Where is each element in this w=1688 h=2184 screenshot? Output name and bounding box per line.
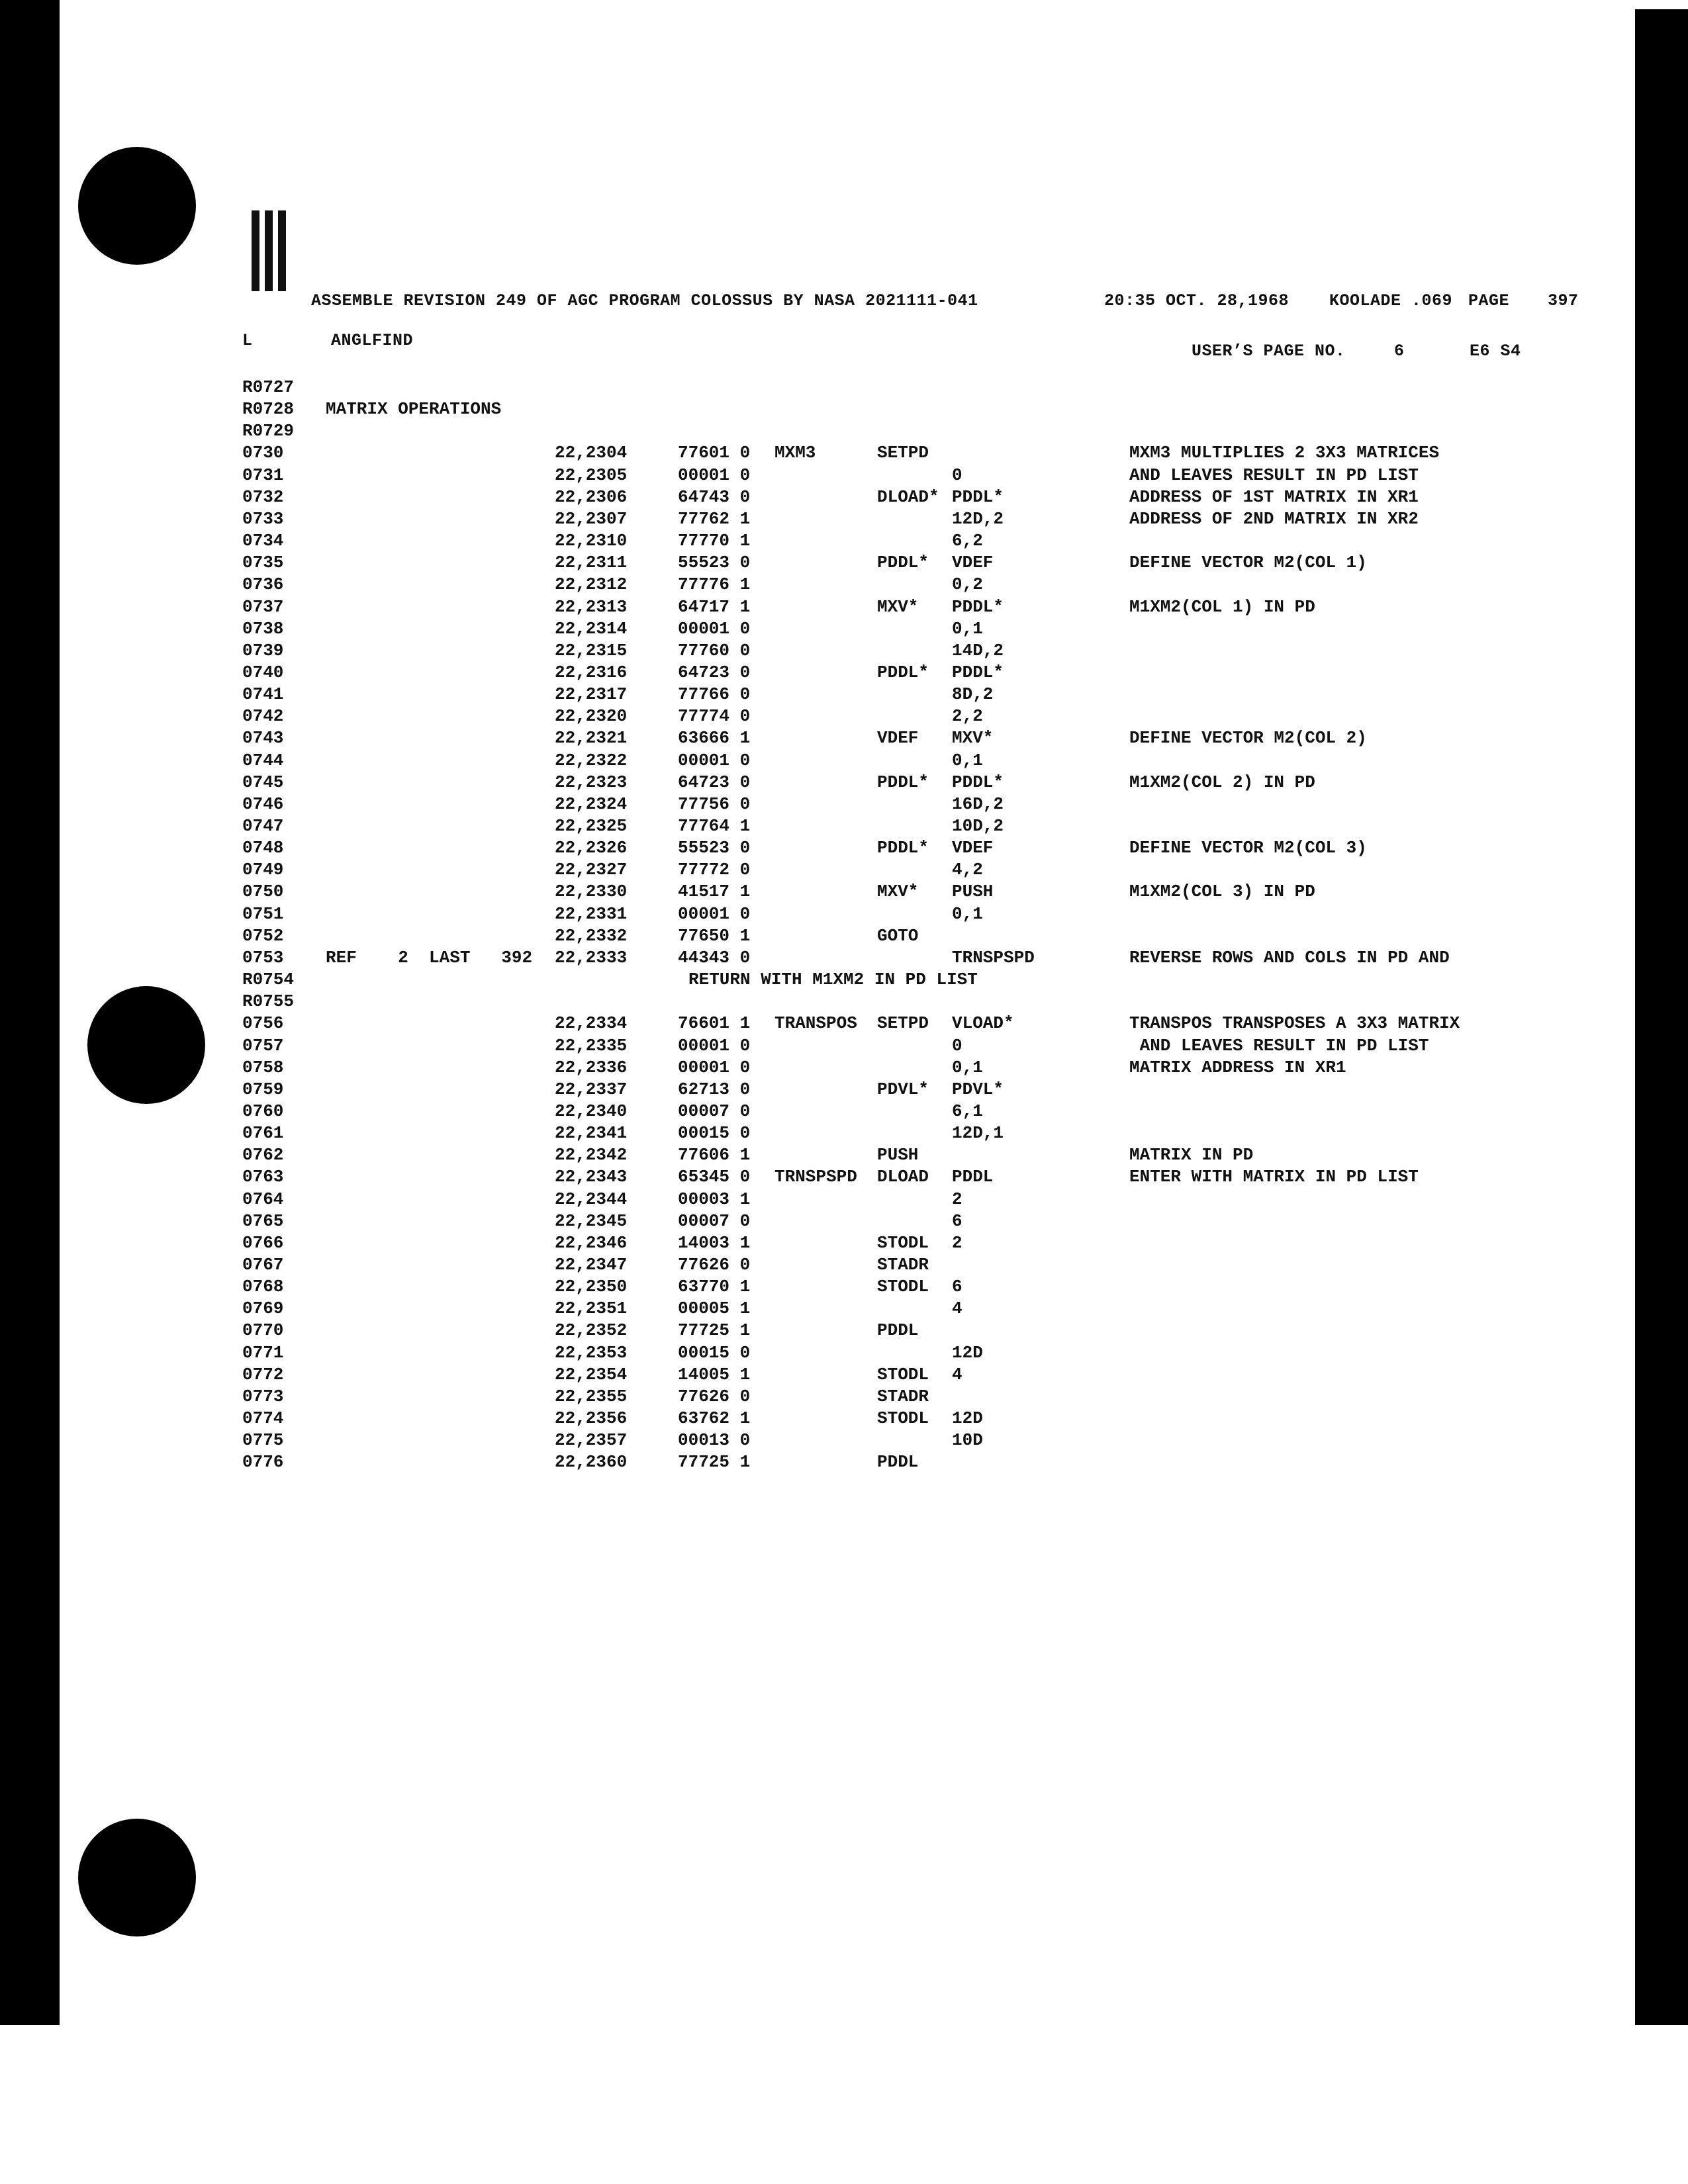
address: 22,2312 xyxy=(555,574,628,595)
listing-row xyxy=(0,619,1688,641)
octal-word: 00013 0 xyxy=(678,1430,751,1451)
address: 22,2345 xyxy=(555,1210,628,1231)
line-number: 0730 xyxy=(242,443,284,463)
operand: 12D,1 xyxy=(952,1123,1004,1144)
address: 22,2310 xyxy=(555,531,628,551)
listing-row xyxy=(0,1189,1688,1211)
comment: MXM3 MULTIPLIES 2 3X3 MATRICES xyxy=(1129,443,1440,463)
opcode: GOTO xyxy=(877,925,919,946)
octal-word: 63762 1 xyxy=(678,1408,751,1429)
line-number: R0754 xyxy=(242,970,295,990)
line-number: R0729 xyxy=(242,421,295,441)
listing-row xyxy=(0,1167,1688,1189)
operand: VDEF xyxy=(952,553,994,573)
address: 22,2355 xyxy=(555,1386,628,1406)
line-number: 0750 xyxy=(242,882,284,902)
address: 22,2305 xyxy=(555,465,628,485)
operand: 0,1 xyxy=(952,750,983,770)
address: 22,2341 xyxy=(555,1123,628,1144)
address: 22,2307 xyxy=(555,508,628,529)
operand: PDDL xyxy=(952,1167,994,1187)
listing-row xyxy=(0,1298,1688,1320)
symbol-label: TRNSPSPD xyxy=(774,1167,857,1187)
line-number: 0757 xyxy=(242,1035,284,1056)
opcode: STODL xyxy=(877,1408,929,1429)
comment: DEFINE VECTOR M2(COL 2) xyxy=(1129,728,1367,749)
symbol-label: TRANSPOS xyxy=(774,1013,857,1034)
line-number: 0739 xyxy=(242,640,284,660)
listing-row xyxy=(0,1211,1688,1233)
operand: 6 xyxy=(952,1277,962,1297)
page-number: 397 xyxy=(1548,291,1579,310)
operand: 12D xyxy=(952,1408,983,1429)
line-number: 0758 xyxy=(242,1057,284,1077)
opcode: PDDL* xyxy=(877,772,929,792)
octal-word: 14005 1 xyxy=(678,1364,751,1385)
operand: TRNSPSPD xyxy=(952,947,1035,968)
user-page-label: USER’S PAGE NO. xyxy=(1192,341,1346,361)
opcode: STODL xyxy=(877,1277,929,1297)
address: 22,2347 xyxy=(555,1255,628,1275)
opcode: PDDL xyxy=(877,1320,919,1341)
punch-hole-bottom xyxy=(78,1819,196,1936)
line-number: 0732 xyxy=(242,486,284,507)
operand: 0,1 xyxy=(952,618,983,639)
opcode: SETPD xyxy=(877,1013,929,1034)
octal-word: 77762 1 xyxy=(678,508,751,529)
comment: DEFINE VECTOR M2(COL 1) xyxy=(1129,553,1367,573)
line-number: 0748 xyxy=(242,838,284,858)
address: 22,2333 xyxy=(555,947,628,968)
line-number: 0772 xyxy=(242,1364,284,1385)
listing-row xyxy=(0,1233,1688,1255)
address: 22,2342 xyxy=(555,1145,628,1165)
listing-row xyxy=(0,728,1688,750)
operand: 0,2 xyxy=(952,574,983,595)
address: 22,2352 xyxy=(555,1320,628,1341)
line-number: 0743 xyxy=(242,728,284,749)
operand: 8D,2 xyxy=(952,684,994,705)
operand: 0,1 xyxy=(952,903,983,924)
line-number: 0738 xyxy=(242,618,284,639)
printer-logo-icon xyxy=(249,210,291,298)
octal-word: 77760 0 xyxy=(678,640,751,660)
octal-word: 77766 0 xyxy=(678,684,751,705)
comment: REVERSE ROWS AND COLS IN PD AND xyxy=(1129,947,1450,968)
opcode: STODL xyxy=(877,1364,929,1385)
octal-word: 77626 0 xyxy=(678,1255,751,1275)
octal-word: 00001 0 xyxy=(678,903,751,924)
address: 22,2326 xyxy=(555,838,628,858)
listing-row xyxy=(0,1013,1688,1035)
octal-word: 00005 1 xyxy=(678,1298,751,1319)
line-number: 0773 xyxy=(242,1386,284,1406)
line-number: 0735 xyxy=(242,553,284,573)
octal-word: 00001 0 xyxy=(678,1057,751,1077)
octal-word: 00003 1 xyxy=(678,1189,751,1209)
octal-word: 55523 0 xyxy=(678,838,751,858)
operand: 6,2 xyxy=(952,531,983,551)
listing-row xyxy=(0,377,1688,399)
line-number: 0752 xyxy=(242,925,284,946)
operand: 4 xyxy=(952,1364,962,1385)
operand: 0,1 xyxy=(952,1057,983,1077)
address: 22,2322 xyxy=(555,750,628,770)
comment: ADDRESS OF 1ST MATRIX IN XR1 xyxy=(1129,486,1419,507)
opcode: MXV* xyxy=(877,596,919,617)
address: 22,2344 xyxy=(555,1189,628,1209)
listing-row xyxy=(0,948,1688,970)
log-section: ANGLFIND xyxy=(331,331,414,350)
line-number: 0751 xyxy=(242,903,284,924)
address: 22,2314 xyxy=(555,618,628,639)
line-number: R0728 xyxy=(242,399,295,420)
operand: 10D,2 xyxy=(952,816,1004,836)
address: 22,2330 xyxy=(555,882,628,902)
octal-word: 77764 1 xyxy=(678,816,751,836)
page-codes: E6 S4 xyxy=(1470,341,1521,361)
operand: PDDL* xyxy=(952,662,1004,682)
operand: 2 xyxy=(952,1189,962,1209)
cross-reference: REF 2 LAST 392 xyxy=(326,947,533,968)
listing-row xyxy=(0,904,1688,926)
operand: MXV* xyxy=(952,728,994,749)
operand: 12D,2 xyxy=(952,508,1004,529)
octal-word: 00001 0 xyxy=(678,1035,751,1056)
address: 22,2325 xyxy=(555,816,628,836)
octal-word: 77772 0 xyxy=(678,860,751,880)
opcode: DLOAD xyxy=(877,1167,929,1187)
line-number: 0741 xyxy=(242,684,284,705)
listing-row xyxy=(0,991,1688,1013)
address: 22,2317 xyxy=(555,684,628,705)
comment: M1XM2(COL 3) IN PD xyxy=(1129,882,1315,902)
address: 22,2343 xyxy=(555,1167,628,1187)
address: 22,2304 xyxy=(555,443,628,463)
address: 22,2334 xyxy=(555,1013,628,1034)
listing-row xyxy=(0,487,1688,509)
listing-row xyxy=(0,1277,1688,1298)
symbol-label: MXM3 xyxy=(774,443,816,463)
listing-row xyxy=(0,1320,1688,1342)
octal-word: 00001 0 xyxy=(678,750,751,770)
listing-user: KOOLADE .069 xyxy=(1329,291,1453,310)
listing-row xyxy=(0,1365,1688,1387)
comment: MATRIX IN PD xyxy=(1129,1145,1254,1165)
octal-word: 14003 1 xyxy=(678,1232,751,1253)
address: 22,2311 xyxy=(555,553,628,573)
listing-row xyxy=(0,882,1688,903)
comment: AND LEAVES RESULT IN PD LIST xyxy=(1129,465,1419,485)
address: 22,2351 xyxy=(555,1298,628,1319)
address: 22,2354 xyxy=(555,1364,628,1385)
octal-word: 77774 0 xyxy=(678,706,751,727)
octal-word: 63666 1 xyxy=(678,728,751,749)
line-number: 0768 xyxy=(242,1277,284,1297)
user-page-number: 6 xyxy=(1394,341,1405,361)
opcode: STADR xyxy=(877,1386,929,1406)
listing-row xyxy=(0,553,1688,574)
operand: VDEF xyxy=(952,838,994,858)
listing-row xyxy=(0,465,1688,487)
address: 22,2320 xyxy=(555,706,628,727)
operand: 2 xyxy=(952,1232,962,1253)
listing-row xyxy=(0,1058,1688,1079)
opcode: PDDL* xyxy=(877,838,929,858)
line-number: 0761 xyxy=(242,1123,284,1144)
octal-word: 77650 1 xyxy=(678,925,751,946)
return-note: RETURN WITH M1XM2 IN PD LIST xyxy=(688,970,978,990)
listing-row xyxy=(0,816,1688,838)
comment: TRANSPOS TRANSPOSES A 3X3 MATRIX xyxy=(1129,1013,1460,1034)
line-number: 0770 xyxy=(242,1320,284,1341)
listing-row xyxy=(0,399,1688,421)
address: 22,2356 xyxy=(555,1408,628,1429)
line-number: 0746 xyxy=(242,794,284,814)
listing-row xyxy=(0,1101,1688,1123)
address: 22,2340 xyxy=(555,1101,628,1121)
listing-row xyxy=(0,1145,1688,1167)
line-number: 0740 xyxy=(242,662,284,682)
line-number: 0759 xyxy=(242,1079,284,1099)
listing-row xyxy=(0,706,1688,728)
listing-row xyxy=(0,926,1688,948)
octal-word: 44343 0 xyxy=(678,947,751,968)
octal-word: 00007 0 xyxy=(678,1101,751,1121)
octal-word: 77606 1 xyxy=(678,1145,751,1165)
comment: MATRIX ADDRESS IN XR1 xyxy=(1129,1057,1346,1077)
octal-word: 65345 0 xyxy=(678,1167,751,1187)
address: 22,2336 xyxy=(555,1057,628,1077)
address: 22,2346 xyxy=(555,1232,628,1253)
operand: VLOAD* xyxy=(952,1013,1014,1034)
address: 22,2306 xyxy=(555,486,628,507)
opcode: PDDL* xyxy=(877,553,929,573)
line-number: R0727 xyxy=(242,377,295,397)
opcode: STADR xyxy=(877,1255,929,1275)
octal-word: 00001 0 xyxy=(678,618,751,639)
listing-row xyxy=(0,1430,1688,1452)
address: 22,2324 xyxy=(555,794,628,814)
octal-word: 64723 0 xyxy=(678,772,751,792)
listing-row xyxy=(0,970,1688,991)
address: 22,2313 xyxy=(555,596,628,617)
address: 22,2360 xyxy=(555,1452,628,1473)
section-heading: MATRIX OPERATIONS xyxy=(326,399,502,420)
listing-row xyxy=(0,772,1688,794)
address: 22,2353 xyxy=(555,1342,628,1363)
octal-word: 77725 1 xyxy=(678,1320,751,1341)
line-number: 0771 xyxy=(242,1342,284,1363)
line-number: 0774 xyxy=(242,1408,284,1429)
listing-row xyxy=(0,597,1688,619)
line-number: 0765 xyxy=(242,1210,284,1231)
comment: M1XM2(COL 2) IN PD xyxy=(1129,772,1315,792)
opcode: PDDL xyxy=(877,1452,919,1473)
octal-word: 77770 1 xyxy=(678,531,751,551)
octal-word: 64723 0 xyxy=(678,662,751,682)
listing-row xyxy=(0,684,1688,706)
address: 22,2327 xyxy=(555,860,628,880)
octal-word: 00007 0 xyxy=(678,1210,751,1231)
octal-word: 77776 1 xyxy=(678,574,751,595)
operand: 10D xyxy=(952,1430,983,1451)
line-number: 0760 xyxy=(242,1101,284,1121)
line-number: 0762 xyxy=(242,1145,284,1165)
operand: 6 xyxy=(952,1210,962,1231)
address: 22,2315 xyxy=(555,640,628,660)
octal-word: 41517 1 xyxy=(678,882,751,902)
line-number: 0766 xyxy=(242,1232,284,1253)
listing-row xyxy=(0,509,1688,531)
line-number: 0749 xyxy=(242,860,284,880)
opcode: SETPD xyxy=(877,443,929,463)
comment: DEFINE VECTOR M2(COL 3) xyxy=(1129,838,1367,858)
address: 22,2350 xyxy=(555,1277,628,1297)
octal-word: 77725 1 xyxy=(678,1452,751,1473)
operand: PDDL* xyxy=(952,486,1004,507)
octal-word: 62713 0 xyxy=(678,1079,751,1099)
operand: 4 xyxy=(952,1298,962,1319)
octal-word: 77756 0 xyxy=(678,794,751,814)
comment: ENTER WITH MATRIX IN PD LIST xyxy=(1129,1167,1419,1187)
line-number: 0769 xyxy=(242,1298,284,1319)
operand: 16D,2 xyxy=(952,794,1004,814)
operand: PDVL* xyxy=(952,1079,1004,1099)
listing-row xyxy=(0,1408,1688,1430)
listing-row xyxy=(0,531,1688,553)
punch-hole-top xyxy=(78,147,196,265)
octal-word: 00001 0 xyxy=(678,465,751,485)
line-number: 0734 xyxy=(242,531,284,551)
line-number: 0776 xyxy=(242,1452,284,1473)
listing-row xyxy=(0,1387,1688,1408)
operand: PDDL* xyxy=(952,772,1004,792)
opcode: VDEF xyxy=(877,728,919,749)
octal-word: 77601 0 xyxy=(678,443,751,463)
line-number: 0742 xyxy=(242,706,284,727)
operand: 2,2 xyxy=(952,706,983,727)
line-number: 0731 xyxy=(242,465,284,485)
listing-row xyxy=(0,1036,1688,1058)
octal-word: 00015 0 xyxy=(678,1342,751,1363)
line-number: 0763 xyxy=(242,1167,284,1187)
opcode: PDVL* xyxy=(877,1079,929,1099)
line-number: 0736 xyxy=(242,574,284,595)
listing-row xyxy=(0,421,1688,443)
address: 22,2323 xyxy=(555,772,628,792)
line-number: 0756 xyxy=(242,1013,284,1034)
listing-row xyxy=(0,443,1688,465)
address: 22,2357 xyxy=(555,1430,628,1451)
line-number: 0745 xyxy=(242,772,284,792)
listing-row xyxy=(0,1343,1688,1365)
line-number: 0764 xyxy=(242,1189,284,1209)
octal-word: 00015 0 xyxy=(678,1123,751,1144)
listing-row xyxy=(0,838,1688,860)
address: 22,2321 xyxy=(555,728,628,749)
line-number: 0767 xyxy=(242,1255,284,1275)
listing-row xyxy=(0,641,1688,662)
line-number: 0775 xyxy=(242,1430,284,1451)
operand: 4,2 xyxy=(952,860,983,880)
listing-row xyxy=(0,794,1688,816)
opcode: MXV* xyxy=(877,882,919,902)
address: 22,2335 xyxy=(555,1035,628,1056)
address: 22,2316 xyxy=(555,662,628,682)
listing-title: ASSEMBLE REVISION 249 OF AGC PROGRAM COLOSSUS BY NASA 2021111-041 xyxy=(311,291,978,310)
line-number: R0755 xyxy=(242,991,295,1012)
listing-row xyxy=(0,1452,1688,1474)
operand: 6,1 xyxy=(952,1101,983,1121)
line-number: 0744 xyxy=(242,750,284,770)
listing-row xyxy=(0,1079,1688,1101)
octal-word: 77626 0 xyxy=(678,1386,751,1406)
listing-timestamp: 20:35 OCT. 28,1968 xyxy=(1104,291,1289,310)
listing-row xyxy=(0,860,1688,882)
comment: AND LEAVES RESULT IN PD LIST xyxy=(1129,1035,1429,1056)
operand: 0 xyxy=(952,465,962,485)
octal-word: 63770 1 xyxy=(678,1277,751,1297)
address: 22,2331 xyxy=(555,903,628,924)
octal-word: 64743 0 xyxy=(678,486,751,507)
operand: PDDL* xyxy=(952,596,1004,617)
octal-word: 55523 0 xyxy=(678,553,751,573)
line-number: 0737 xyxy=(242,596,284,617)
line-number: 0753 xyxy=(242,947,284,968)
line-number: 0733 xyxy=(242,508,284,529)
opcode: PUSH xyxy=(877,1145,919,1165)
opcode: PDDL* xyxy=(877,662,929,682)
opcode: DLOAD* xyxy=(877,486,939,507)
operand: PUSH xyxy=(952,882,994,902)
opcode: STODL xyxy=(877,1232,929,1253)
operand: 14D,2 xyxy=(952,640,1004,660)
comment: M1XM2(COL 1) IN PD xyxy=(1129,596,1315,617)
log-flag: L xyxy=(242,331,253,350)
listing-row xyxy=(0,1255,1688,1277)
listing-row xyxy=(0,751,1688,772)
page-label: PAGE xyxy=(1468,291,1510,310)
comment: ADDRESS OF 2ND MATRIX IN XR2 xyxy=(1129,508,1419,529)
line-number: 0747 xyxy=(242,816,284,836)
octal-word: 76601 1 xyxy=(678,1013,751,1034)
listing-row xyxy=(0,1123,1688,1145)
operand: 0 xyxy=(952,1035,962,1056)
operand: 12D xyxy=(952,1342,983,1363)
address: 22,2332 xyxy=(555,925,628,946)
listing-row xyxy=(0,574,1688,596)
address: 22,2337 xyxy=(555,1079,628,1099)
octal-word: 64717 1 xyxy=(678,596,751,617)
listing-row xyxy=(0,662,1688,684)
